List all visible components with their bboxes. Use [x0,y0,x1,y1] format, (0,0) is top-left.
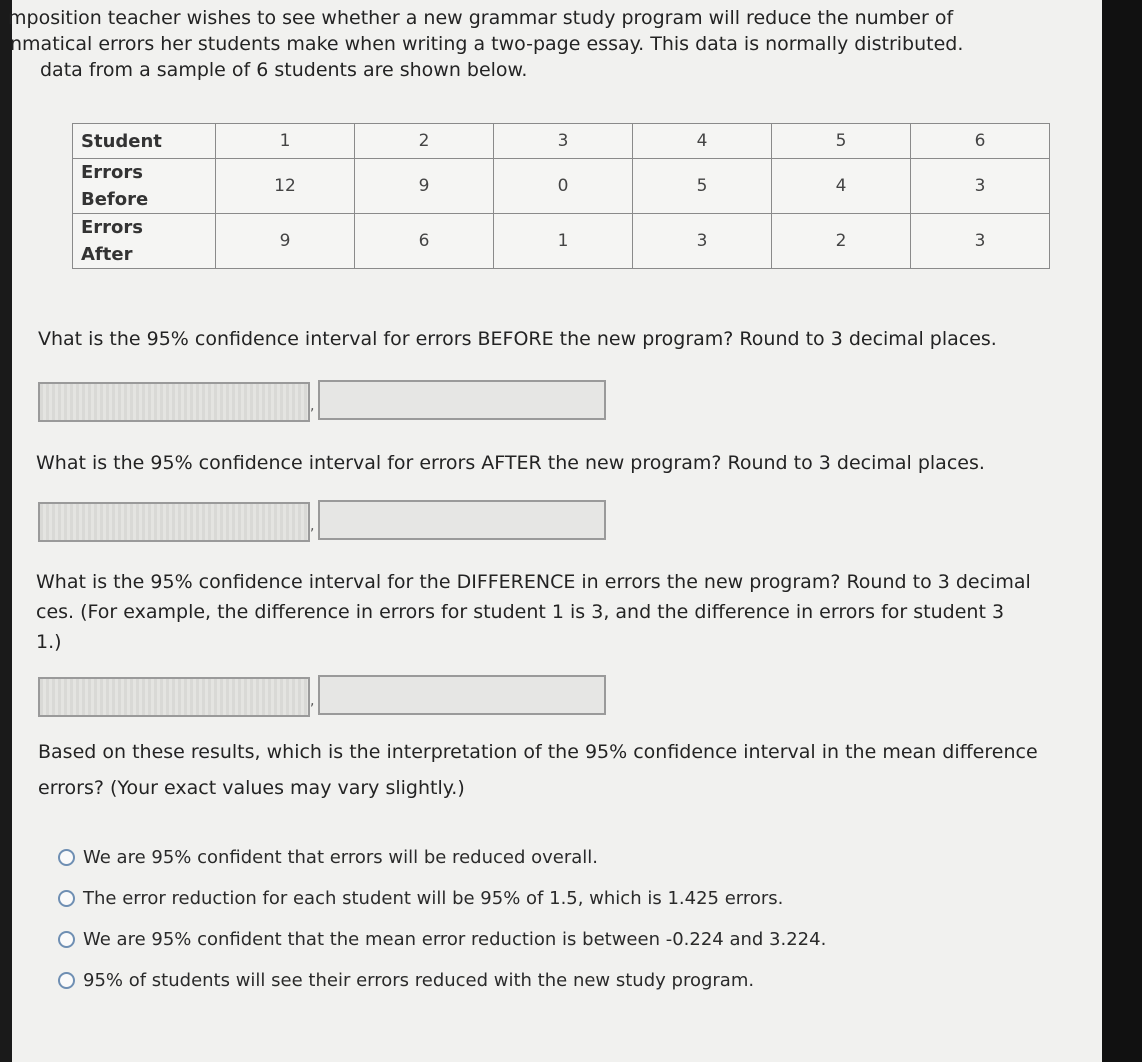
option-label: The error reduction for each student will be 95% of 1.5, which is 1.425 errors. [83,888,784,909]
table-cell: 2 [772,214,911,269]
question-difference-line-2: ces. (For example, the difference in errors for student 1 is 3, and the difference in errors for student 3 [36,601,1005,623]
table-cell: 3 [911,214,1050,269]
question-interpretation-line-1: Based on these results, which is the interpretation of the 95% confidence interval in the mean difference [38,741,1038,763]
question-difference-line-3: 1.) [36,631,62,653]
question-interpretation-line-2: errors? (Your exact values may vary slightly.) [38,777,465,799]
radio-icon[interactable] [58,972,75,989]
separator: , [310,518,315,534]
question-before: Vhat is the 95% confidence interval for errors BEFORE the new program? Round to 3 decimal places. [38,328,997,350]
after-upper-input[interactable] [318,500,606,540]
separator: , [310,398,315,414]
table-cell: 4 [633,124,772,159]
table-row [73,124,1050,159]
table-cell: 5 [633,159,772,214]
radio-icon[interactable] [58,849,75,866]
table-cell: 5 [772,124,911,159]
table-cell: 9 [355,159,494,214]
row-label: Errors Before [73,159,216,214]
table-cell: 3 [633,214,772,269]
option-label: 95% of students will see their errors reduced with the new study program. [83,970,755,991]
option-label: We are 95% confident that errors will be reduced overall. [83,847,598,868]
intro-line-3: data from a sample of 6 students are shown below. [40,59,528,81]
separator: , [310,693,315,709]
question-difference-line-1: What is the 95% confidence interval for the DIFFERENCE in errors the new program? Round to 3 decimal [36,571,1031,593]
after-lower-input[interactable] [38,502,310,542]
radio-icon[interactable] [58,890,75,907]
option-reduced-overall[interactable] [58,847,598,868]
row-label: Errors After [73,214,216,269]
table-row [73,214,1050,269]
option-label: We are 95% confident that the mean error reduction is between -0.224 and 3.224. [83,929,827,950]
table-row [73,159,1050,214]
difference-lower-input[interactable] [38,677,310,717]
before-upper-input[interactable] [318,380,606,420]
row-label: Student [73,124,216,159]
before-lower-input[interactable] [38,382,310,422]
intro-line-2: nmatical errors her students make when writing a two-page essay. This data is normally distributed. [10,33,964,55]
table-cell: 2 [355,124,494,159]
table-cell: 4 [772,159,911,214]
radio-icon[interactable] [58,931,75,948]
left-edge [0,0,12,1062]
table-cell: 3 [494,124,633,159]
intro-line-1: mposition teacher wishes to see whether a new grammar study program will reduce the number of [8,7,954,29]
table-cell: 1 [494,214,633,269]
difference-upper-input[interactable] [318,675,606,715]
table-cell: 6 [355,214,494,269]
table-cell: 0 [494,159,633,214]
option-per-student-reduction[interactable] [58,888,783,909]
table-cell: 6 [911,124,1050,159]
errors-table [72,123,1050,269]
table-cell: 9 [216,214,355,269]
table-cell: 3 [911,159,1050,214]
option-mean-reduction-interval[interactable] [58,929,826,950]
question-after: What is the 95% confidence interval for errors AFTER the new program? Round to 3 decimal places. [36,452,985,474]
option-95-percent-students[interactable] [58,970,754,991]
table-cell: 12 [216,159,355,214]
table-cell: 1 [216,124,355,159]
